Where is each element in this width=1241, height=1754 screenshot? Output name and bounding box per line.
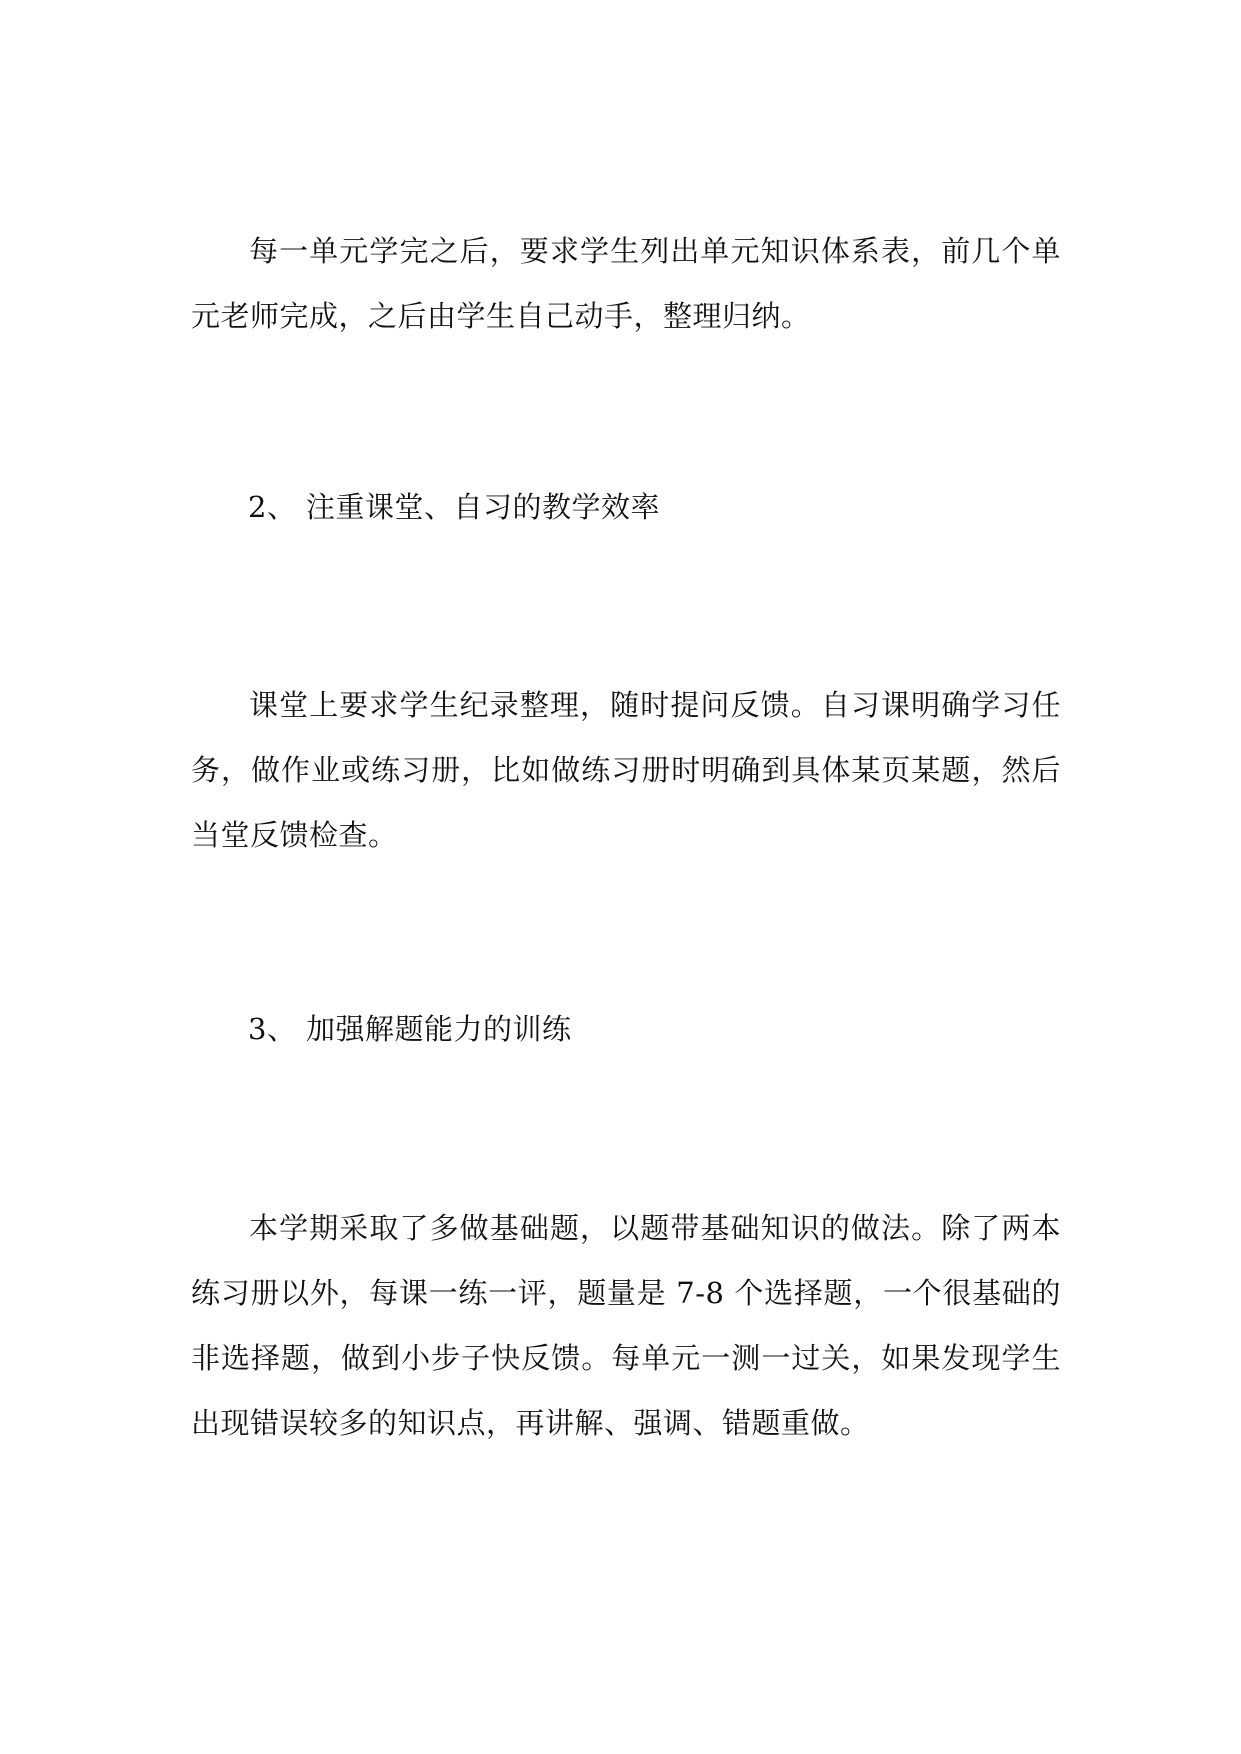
section-title: 注重课堂、自习的教学效率 xyxy=(306,490,661,524)
paragraph-classroom-efficiency: 课堂上要求学生纪录整理，随时提问反馈。自习课明确学习任务，做作业或练习册，比如做练习册时明确到具体某页某题，然后当堂反馈检查。 xyxy=(191,688,1061,852)
section-heading-3 xyxy=(248,1009,572,1049)
paragraph-problem-solving-training: 本学期采取了多做基础题，以题带基础知识的做法。除了两本练习册以外，每课一练一评，题量是 7-8 个选择题，一个很基础的非选择题，做到小步子快反馈。每单元一测一过关，如果发现学生出现错误较多的知识点，再讲解、强调、错题重做。 xyxy=(191,1211,1061,1440)
paragraph-unit-knowledge-system: 每一单元学完之后，要求学生列出单元知识体系表，前几个单元老师完成，之后由学生自己动手，整理归纳。 xyxy=(191,234,1061,333)
section-number: 2、 xyxy=(248,490,297,524)
section-number: 3、 xyxy=(248,1012,297,1046)
section-heading-2 xyxy=(248,487,660,527)
section-title: 加强解题能力的训练 xyxy=(306,1012,572,1046)
